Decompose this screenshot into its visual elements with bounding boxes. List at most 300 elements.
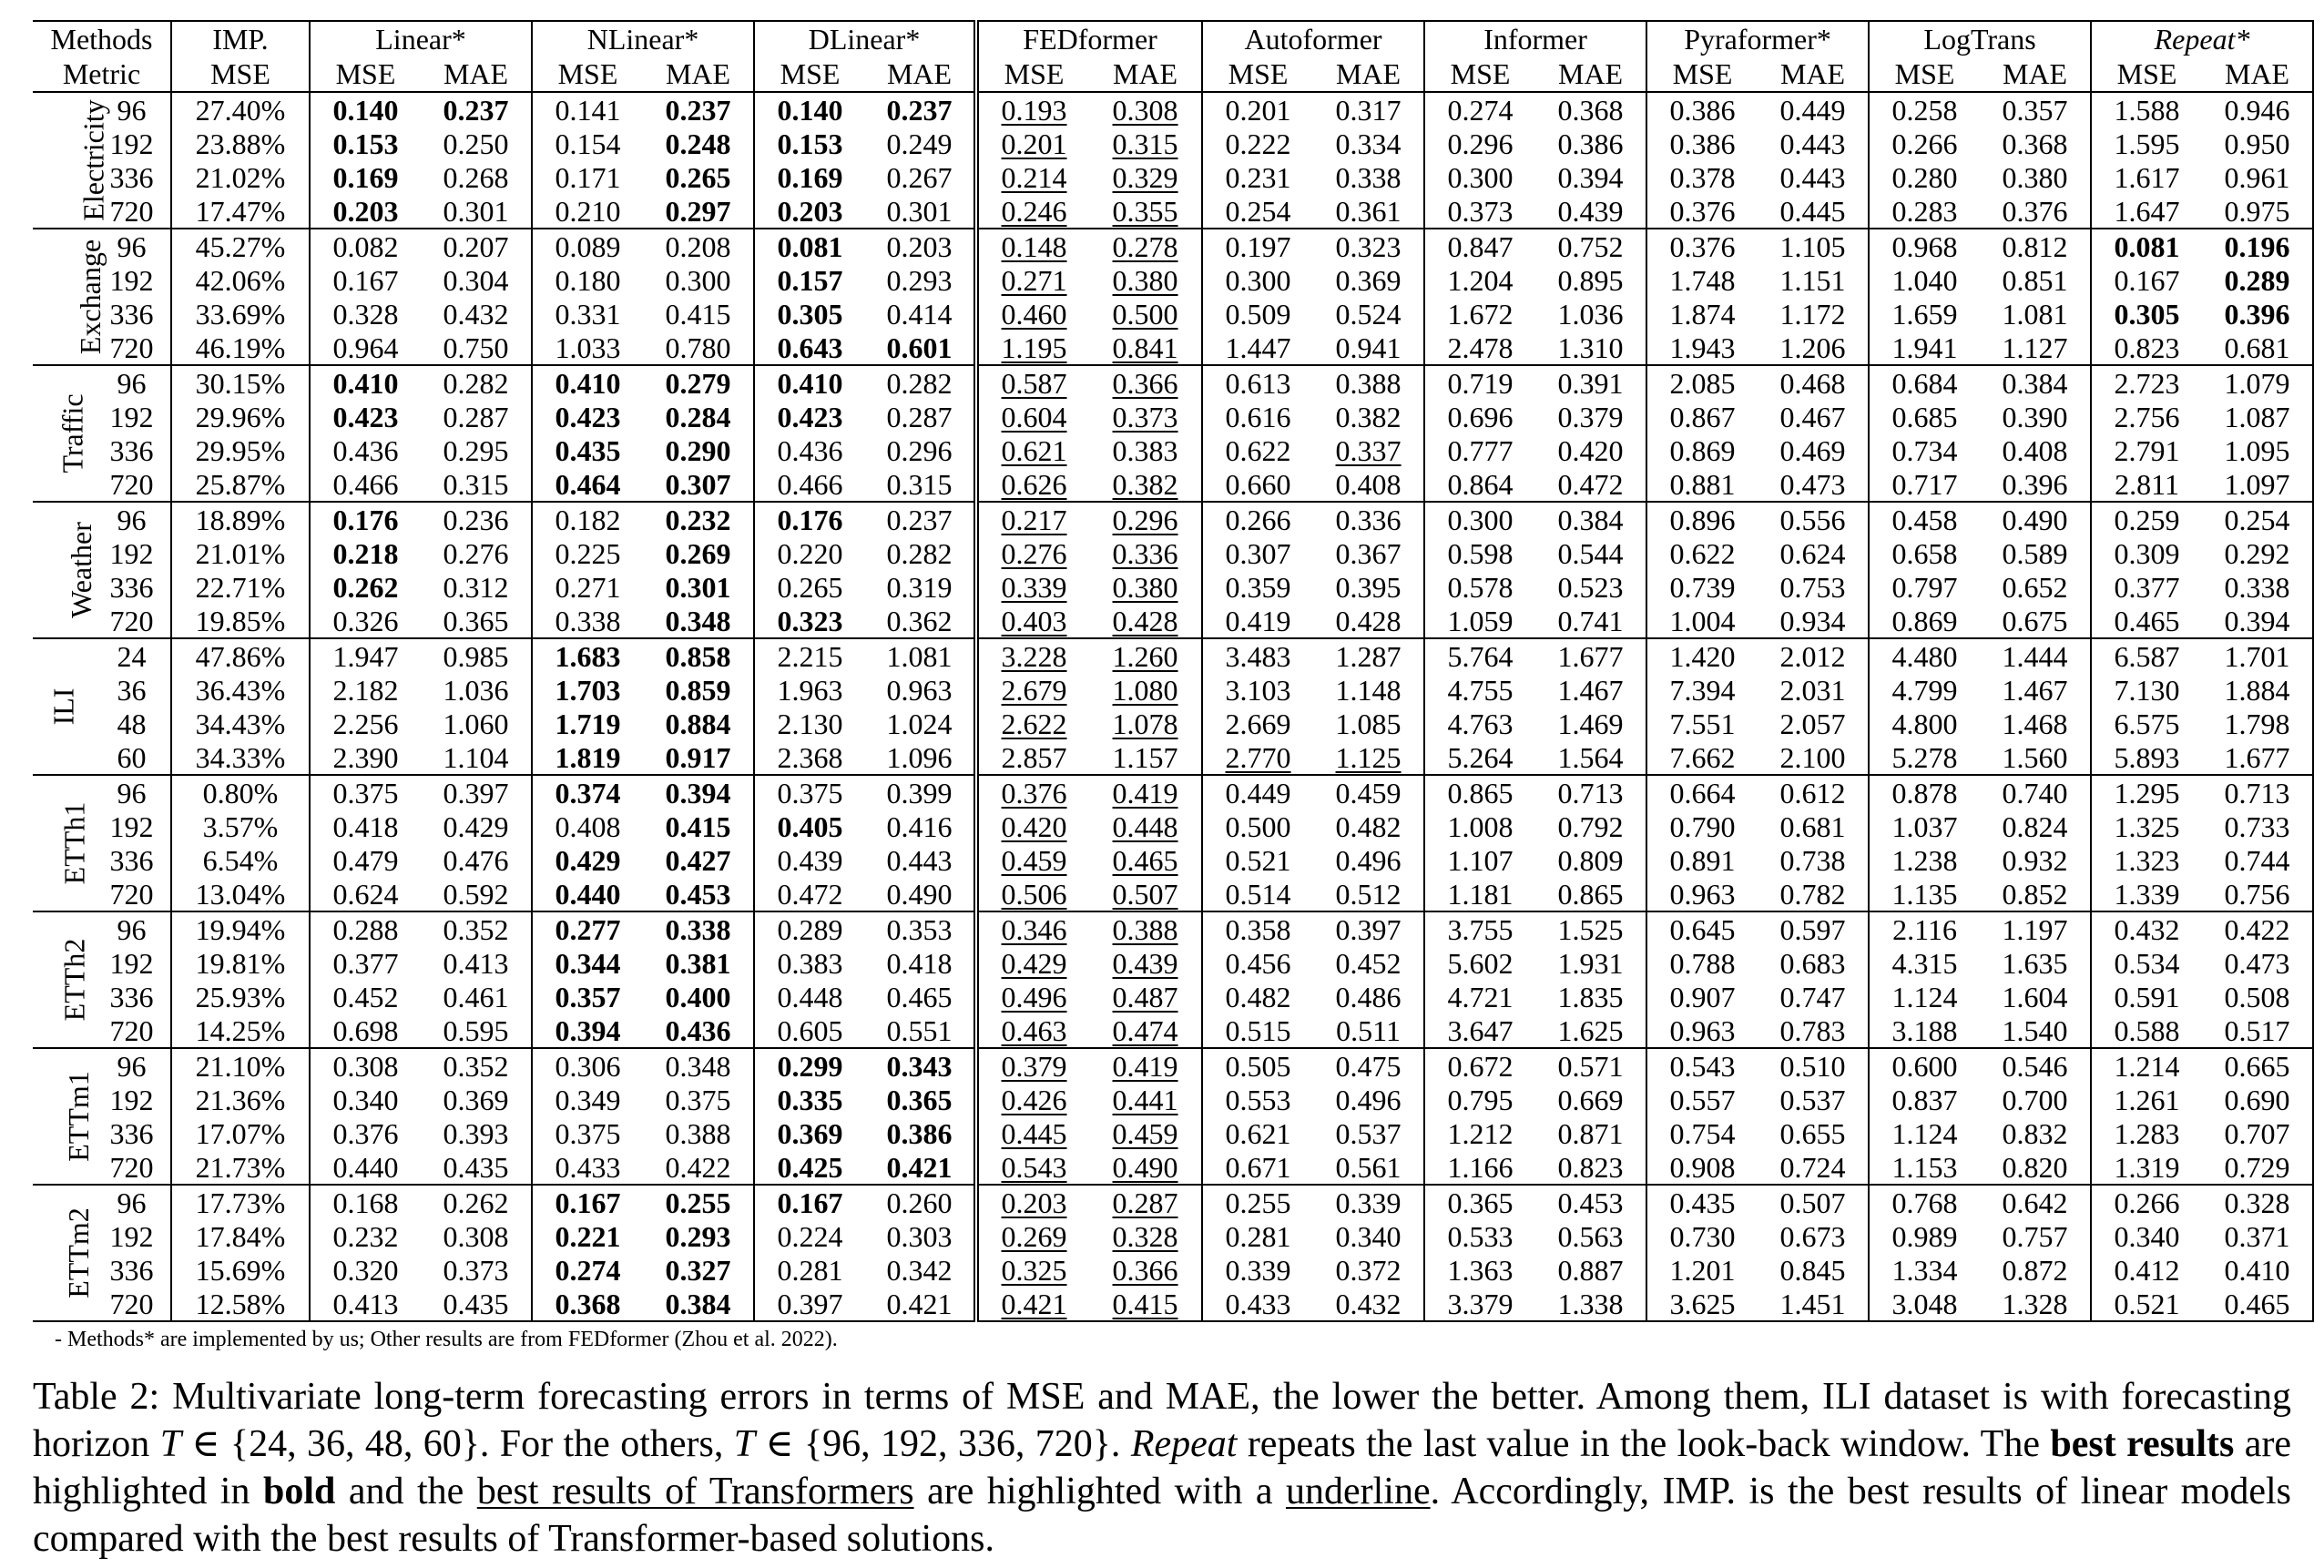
- value-text: 0.946: [2224, 93, 2290, 127]
- value-cell: [754, 911, 865, 946]
- value-cell: [1313, 740, 1424, 775]
- value-text: 0.282: [886, 366, 953, 400]
- value-text: 0.382: [1112, 467, 1178, 501]
- value-cell: [754, 433, 865, 467]
- horizon-cell: 24: [93, 638, 171, 673]
- imp-cell: 21.36%: [171, 1083, 310, 1116]
- value-cell: [1089, 740, 1202, 775]
- value-cell: [1980, 1253, 2091, 1287]
- value-cell: [643, 92, 754, 127]
- value-text: 0.386: [1557, 127, 1624, 160]
- value-text: 0.154: [555, 127, 621, 160]
- value-cell: [1089, 1185, 1202, 1219]
- value-text: 0.393: [443, 1116, 509, 1150]
- value-cell: [1980, 1287, 2091, 1321]
- value-cell: [421, 570, 532, 604]
- value-cell: [532, 740, 643, 775]
- value-text: 0.985: [443, 639, 509, 673]
- value-text: 0.597: [1779, 912, 1846, 946]
- value-text: 1.323: [2114, 843, 2180, 877]
- value-text: 0.283: [1891, 194, 1958, 228]
- value-cell: [1646, 1048, 1758, 1083]
- value-cell: [1424, 877, 1535, 911]
- value-cell: [310, 946, 421, 980]
- value-cell: [1313, 400, 1424, 433]
- value-text: 1.647: [2114, 194, 2180, 228]
- value-text: 7.551: [1669, 707, 1736, 740]
- value-cell: [1424, 809, 1535, 843]
- value-cell: [1202, 263, 1313, 297]
- value-text: 1.096: [886, 740, 953, 774]
- value-cell: [1089, 92, 1202, 127]
- value-cell: [1646, 331, 1758, 365]
- value-cell: [1313, 809, 1424, 843]
- dataset-name: Traffic: [56, 393, 89, 473]
- value-text: 0.176: [777, 503, 843, 536]
- value-text: 0.719: [1447, 366, 1514, 400]
- value-cell: [1980, 1083, 2091, 1116]
- value-text: 0.456: [1225, 946, 1291, 980]
- value-text: 0.287: [1112, 1186, 1178, 1219]
- value-text: 0.428: [1335, 604, 1402, 637]
- metric-header-mae: MAE: [1758, 56, 1869, 92]
- value-cell: [2202, 980, 2313, 1013]
- value-text: 0.740: [2002, 776, 2068, 809]
- value-text: 0.435: [1669, 1186, 1736, 1219]
- value-cell: [421, 775, 532, 809]
- value-text: 0.255: [665, 1186, 731, 1219]
- value-cell: [643, 263, 754, 297]
- value-text: 0.337: [1335, 433, 1402, 467]
- value-text: 0.082: [332, 229, 399, 263]
- value-cell: [1424, 1048, 1535, 1083]
- value-cell: [1535, 980, 1646, 1013]
- value-cell: [1535, 365, 1646, 400]
- value-text: 0.556: [1779, 503, 1846, 536]
- value-text: 0.281: [777, 1253, 843, 1287]
- value-text: 0.420: [1557, 433, 1624, 467]
- value-text: 1.659: [1891, 297, 1958, 331]
- value-text: 0.724: [1779, 1150, 1846, 1184]
- value-cell: [1869, 1116, 1980, 1150]
- value-text: 0.543: [1669, 1049, 1736, 1083]
- value-text: 0.416: [886, 809, 953, 843]
- metric-header-mse: MSE: [1869, 56, 1980, 92]
- value-text: 0.307: [1225, 536, 1291, 570]
- value-cell: [2091, 707, 2202, 740]
- value-cell: [532, 1116, 643, 1150]
- value-cell: [2202, 331, 2313, 365]
- value-text: 1.447: [1225, 331, 1291, 364]
- value-cell: [754, 570, 865, 604]
- value-cell: [865, 1048, 976, 1083]
- value-text: 0.282: [886, 536, 953, 570]
- value-cell: [1980, 980, 2091, 1013]
- value-text: 0.290: [665, 433, 731, 467]
- value-text: 0.365: [886, 1083, 953, 1116]
- value-cell: [1758, 673, 1869, 707]
- value-cell: [976, 604, 1089, 638]
- table-row: [33, 127, 2313, 160]
- value-cell: [1646, 502, 1758, 536]
- value-cell: [754, 536, 865, 570]
- value-text: 0.380: [2002, 160, 2068, 194]
- value-text: 0.193: [1001, 93, 1067, 127]
- value-text: 0.645: [1669, 912, 1736, 946]
- model-header: FEDformer: [976, 21, 1202, 56]
- value-text: 0.274: [1447, 93, 1514, 127]
- table-row: [33, 877, 2313, 911]
- value-text: 0.222: [1225, 127, 1291, 160]
- value-text: 0.207: [443, 229, 509, 263]
- value-text: 1.148: [1335, 673, 1402, 707]
- value-cell: [1202, 980, 1313, 1013]
- metric-header-mae: MAE: [1535, 56, 1646, 92]
- value-text: 0.323: [1335, 229, 1402, 263]
- horizon-cell: 336: [93, 980, 171, 1013]
- value-cell: [976, 297, 1089, 331]
- value-cell: [754, 467, 865, 502]
- value-cell: [1758, 1013, 1869, 1048]
- value-text: 0.169: [332, 160, 399, 194]
- value-text: 4.315: [1891, 946, 1958, 980]
- value-cell: [1089, 604, 1202, 638]
- value-text: 1.260: [1112, 639, 1178, 673]
- value-text: 1.157: [1112, 740, 1178, 774]
- value-cell: [1869, 297, 1980, 331]
- value-cell: [1202, 92, 1313, 127]
- value-text: 1.931: [1557, 946, 1624, 980]
- value-cell: [643, 1013, 754, 1048]
- value-text: 0.368: [2002, 127, 2068, 160]
- value-cell: [865, 1253, 976, 1287]
- imp-cell: 21.02%: [171, 160, 310, 194]
- value-cell: [865, 809, 976, 843]
- value-cell: [2202, 1253, 2313, 1287]
- imp-cell: 25.87%: [171, 467, 310, 502]
- value-text: 0.427: [665, 843, 731, 877]
- value-cell: [1869, 365, 1980, 400]
- value-text: 0.355: [1112, 194, 1178, 228]
- value-text: 0.301: [665, 570, 731, 604]
- value-text: 0.482: [1335, 809, 1402, 843]
- value-cell: [1424, 1083, 1535, 1116]
- value-cell: [2091, 1116, 2202, 1150]
- value-text: 0.196: [2224, 229, 2290, 263]
- value-cell: [1535, 1253, 1646, 1287]
- value-text: 0.698: [332, 1013, 399, 1047]
- value-text: 0.250: [443, 127, 509, 160]
- value-text: 0.788: [1669, 946, 1736, 980]
- value-cell: [754, 707, 865, 740]
- value-text: 0.260: [886, 1186, 953, 1219]
- value-text: 0.537: [1335, 1116, 1402, 1150]
- value-cell: [1869, 740, 1980, 775]
- value-cell: [2202, 160, 2313, 194]
- value-text: 0.832: [2002, 1116, 2068, 1150]
- value-cell: [1202, 877, 1313, 911]
- value-cell: [2202, 673, 2313, 707]
- value-cell: [976, 467, 1089, 502]
- value-text: 1.153: [1891, 1150, 1958, 1184]
- value-cell: [1313, 194, 1424, 229]
- table-row: [33, 536, 2313, 570]
- value-text: 0.733: [2224, 809, 2290, 843]
- value-text: 1.095: [2224, 433, 2290, 467]
- value-cell: [2091, 433, 2202, 467]
- value-text: 0.271: [1001, 263, 1067, 297]
- value-text: 0.376: [2002, 194, 2068, 228]
- value-text: 0.338: [665, 912, 731, 946]
- value-cell: [976, 911, 1089, 946]
- value-cell: [976, 229, 1089, 263]
- value-text: 1.338: [1557, 1287, 1624, 1320]
- value-cell: [1646, 1013, 1758, 1048]
- value-text: 0.315: [443, 467, 509, 501]
- imp-cell: 46.19%: [171, 331, 310, 365]
- value-cell: [1980, 536, 2091, 570]
- value-cell: [1089, 127, 1202, 160]
- value-text: 0.295: [443, 433, 509, 467]
- value-cell: [1646, 467, 1758, 502]
- value-text: 0.837: [1891, 1083, 1958, 1116]
- value-cell: [1869, 1150, 1980, 1185]
- value-cell: [2091, 1013, 2202, 1048]
- value-text: 0.908: [1669, 1150, 1736, 1184]
- value-cell: [310, 92, 421, 127]
- value-cell: [310, 570, 421, 604]
- value-cell: [1646, 400, 1758, 433]
- value-cell: [1535, 297, 1646, 331]
- value-cell: [1089, 536, 1202, 570]
- table-header: [33, 21, 2313, 92]
- value-cell: [1980, 263, 2091, 297]
- value-cell: [1980, 604, 2091, 638]
- value-cell: [310, 297, 421, 331]
- value-cell: [643, 331, 754, 365]
- value-text: 0.563: [1557, 1219, 1624, 1253]
- value-cell: [310, 502, 421, 536]
- value-text: 0.367: [1335, 536, 1402, 570]
- value-cell: [1424, 980, 1535, 1013]
- value-cell: [976, 1150, 1089, 1185]
- value-cell: [1758, 263, 1869, 297]
- value-cell: [2091, 1083, 2202, 1116]
- value-cell: [1646, 1150, 1758, 1185]
- value-cell: [421, 1253, 532, 1287]
- value-text: 1.677: [2224, 740, 2290, 774]
- value-cell: [1424, 1150, 1535, 1185]
- metric-header-mse: MSE: [532, 56, 643, 92]
- value-text: 0.396: [2224, 297, 2290, 331]
- value-text: 0.664: [1669, 776, 1736, 809]
- value-cell: [421, 1150, 532, 1185]
- value-cell: [1424, 263, 1535, 297]
- table-row: [33, 775, 2313, 809]
- value-cell: [1980, 331, 2091, 365]
- value-text: 0.941: [1335, 331, 1402, 364]
- caption-math-T1: T: [159, 1423, 182, 1465]
- value-cell: [532, 911, 643, 946]
- value-cell: [976, 1253, 1089, 1287]
- value-cell: [532, 570, 643, 604]
- table-row: [33, 1048, 2313, 1083]
- value-text: 3.048: [1891, 1287, 1958, 1320]
- value-cell: [976, 433, 1089, 467]
- value-cell: [1758, 809, 1869, 843]
- value-text: 0.847: [1447, 229, 1514, 263]
- value-text: 1.261: [2114, 1083, 2180, 1116]
- value-cell: [1980, 740, 2091, 775]
- value-cell: [1980, 638, 2091, 673]
- value-text: 0.479: [332, 843, 399, 877]
- value-text: 1.467: [2002, 673, 2068, 707]
- imp-cell: 21.73%: [171, 1150, 310, 1185]
- value-text: 1.107: [1447, 843, 1514, 877]
- value-cell: [1313, 365, 1424, 400]
- value-cell: [2091, 673, 2202, 707]
- value-cell: [1980, 1219, 2091, 1253]
- value-cell: [1313, 502, 1424, 536]
- value-text: 0.452: [1335, 946, 1402, 980]
- value-cell: [310, 1253, 421, 1287]
- value-cell: [976, 740, 1089, 775]
- value-text: 0.254: [2224, 503, 2290, 536]
- value-text: 0.439: [777, 843, 843, 877]
- value-cell: [1869, 1013, 1980, 1048]
- value-cell: [310, 980, 421, 1013]
- value-text: 0.365: [443, 604, 509, 637]
- value-cell: [1313, 229, 1424, 263]
- header-row-methods: [33, 21, 2313, 56]
- caption-text-4: repeats the last value in the look-back window. The: [1237, 1423, 2051, 1465]
- value-cell: [1869, 536, 1980, 570]
- horizon-cell: 96: [93, 365, 171, 400]
- value-text: 0.824: [2002, 809, 2068, 843]
- value-text: 3.228: [1001, 639, 1067, 673]
- value-cell: [1535, 877, 1646, 911]
- value-cell: [754, 400, 865, 433]
- value-text: 0.734: [1891, 433, 1958, 467]
- value-text: 0.394: [2224, 604, 2290, 637]
- value-cell: [1869, 502, 1980, 536]
- value-cell: [2202, 604, 2313, 638]
- value-cell: [643, 570, 754, 604]
- value-cell: [865, 194, 976, 229]
- table-row: [33, 638, 2313, 673]
- value-cell: [865, 229, 976, 263]
- value-cell: [421, 229, 532, 263]
- value-text: 0.380: [1112, 263, 1178, 297]
- value-text: 0.380: [1112, 570, 1178, 604]
- value-cell: [1313, 160, 1424, 194]
- value-cell: [532, 877, 643, 911]
- value-text: 0.588: [2114, 1013, 2180, 1047]
- value-cell: [310, 1116, 421, 1150]
- value-cell: [976, 1048, 1089, 1083]
- value-cell: [1535, 1083, 1646, 1116]
- value-text: 0.429: [443, 809, 509, 843]
- value-cell: [754, 194, 865, 229]
- imp-cell: 15.69%: [171, 1253, 310, 1287]
- value-cell: [1089, 263, 1202, 297]
- value-text: 1.819: [555, 740, 621, 774]
- value-text: 0.224: [777, 1219, 843, 1253]
- value-text: 0.768: [1891, 1186, 1958, 1219]
- value-cell: [1535, 946, 1646, 980]
- value-text: 0.320: [332, 1253, 399, 1287]
- value-cell: [1535, 160, 1646, 194]
- value-text: 0.399: [886, 776, 953, 809]
- value-cell: [754, 1219, 865, 1253]
- value-cell: [2091, 536, 2202, 570]
- value-cell: [2202, 502, 2313, 536]
- value-text: 0.343: [886, 1049, 953, 1083]
- value-text: 0.352: [443, 912, 509, 946]
- value-cell: [643, 877, 754, 911]
- value-text: 1.703: [555, 673, 621, 707]
- imp-cell: 34.33%: [171, 740, 310, 775]
- value-cell: [1424, 946, 1535, 980]
- value-text: 3.483: [1225, 639, 1291, 673]
- value-cell: [1313, 1116, 1424, 1150]
- value-text: 0.287: [443, 400, 509, 433]
- value-text: 0.717: [1891, 467, 1958, 501]
- value-text: 0.300: [1225, 263, 1291, 297]
- value-text: 1.172: [1779, 297, 1846, 331]
- value-cell: [865, 467, 976, 502]
- value-cell: [1089, 1253, 1202, 1287]
- value-cell: [1089, 673, 1202, 707]
- value-text: 1.214: [2114, 1049, 2180, 1083]
- value-cell: [1869, 263, 1980, 297]
- value-cell: [865, 980, 976, 1013]
- value-text: 0.258: [1891, 93, 1958, 127]
- value-cell: [1980, 502, 2091, 536]
- value-text: 0.739: [1669, 570, 1736, 604]
- value-cell: [643, 1253, 754, 1287]
- value-text: 0.325: [1001, 1253, 1067, 1287]
- value-text: 0.301: [886, 194, 953, 228]
- value-cell: [1646, 433, 1758, 467]
- value-text: 0.448: [777, 980, 843, 1013]
- value-text: 0.809: [1557, 843, 1624, 877]
- value-cell: [2202, 536, 2313, 570]
- value-cell: [2091, 809, 2202, 843]
- value-cell: [643, 467, 754, 502]
- value-text: 7.662: [1669, 740, 1736, 774]
- value-cell: [1535, 1150, 1646, 1185]
- value-text: 1.617: [2114, 160, 2180, 194]
- horizon-cell: 192: [93, 400, 171, 433]
- value-text: 0.312: [443, 570, 509, 604]
- value-cell: [1535, 263, 1646, 297]
- value-text: 0.823: [2114, 331, 2180, 364]
- value-text: 0.305: [2114, 297, 2180, 331]
- value-cell: [1202, 638, 1313, 673]
- value-text: 0.741: [1557, 604, 1624, 637]
- table-row: [33, 194, 2313, 229]
- value-text: 0.515: [1225, 1013, 1291, 1047]
- value-cell: [310, 229, 421, 263]
- value-text: 0.400: [665, 980, 731, 1013]
- value-cell: [310, 1083, 421, 1116]
- value-text: 2.368: [777, 740, 843, 774]
- value-text: 0.369: [777, 1116, 843, 1150]
- value-cell: [976, 877, 1089, 911]
- value-text: 0.141: [555, 93, 621, 127]
- value-text: 1.087: [2224, 400, 2290, 433]
